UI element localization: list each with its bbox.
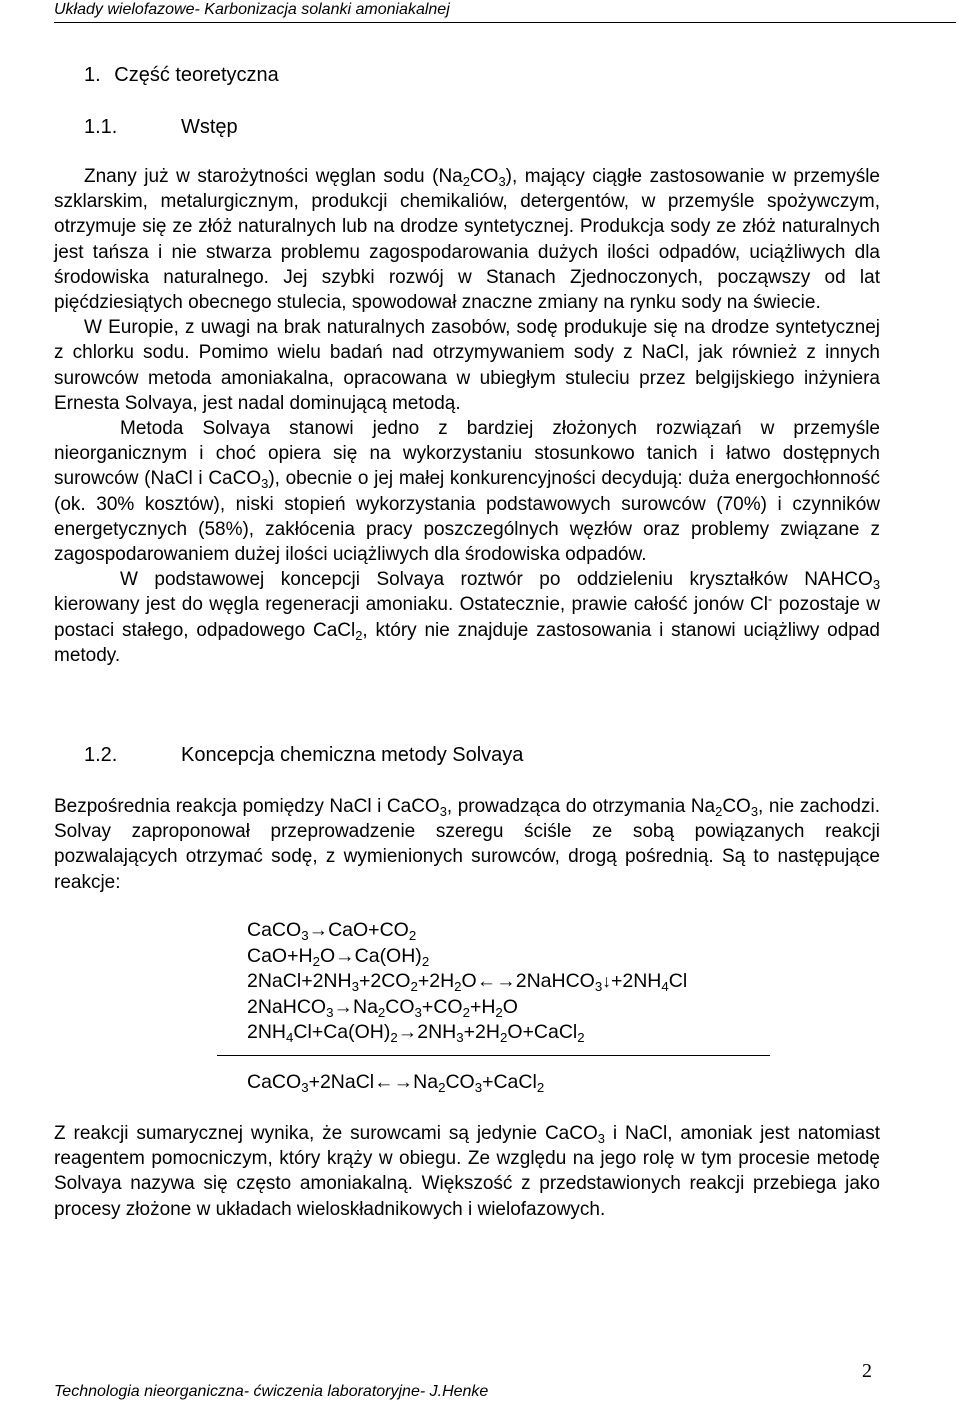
reaction-2: $CaO+H_2O\to Ca(OH)_2$ [247,944,430,969]
arrow-right-icon: → [333,995,353,1018]
arrow-left-icon: ← [476,970,497,992]
section-1-2-heading [84,743,523,767]
arrow-right-icon: → [393,1071,414,1093]
arrow-right-icon: → [496,970,516,992]
summary-reaction: $CaCO_3+2NaCl\leftarrow\to Na_2CO_3+CaCl_2$ [247,1071,545,1095]
section-1-1-number: 1.1. [84,116,118,138]
reaction-list [247,918,687,1046]
section-1-number: 1. [84,64,101,86]
section-1-heading [84,63,279,87]
section-1-1-heading [84,115,238,139]
concept-paragraph: Bezpośrednia reakcja pomiędzy NaCl i CaCO$_3$, prowadząca do otrzymania $Na_2CO_3$, nie zachodzi. Solvay zaproponował przeprowadzenie szeregu ściśle ze sobą powiązanych reakcji pozwalających otrzymać sodę, z wymienionych surowców, drogą pośrednią. Są to następujące reakcje: [54,796,881,893]
section-1-1-title: Wstęp [181,116,238,138]
page-header [54,0,956,23]
reaction-4: $2NaHCO_3\to Na_2CO_3+CO_2+H_2O$ [247,995,518,1020]
reaction-1: $CaCO_3\to CaO+CO_2$ [247,919,417,943]
page-number: 2 [862,1360,872,1382]
section-1-2-number: 1.2. [84,744,118,766]
header-title: Układy wielofazowe- Karbonizacja solanki amoniakalnej [54,1,450,18]
arrow-down-icon: ↓ [602,971,611,991]
intro-paragraph: Znany już w starożytności węglan sodu $(Na_2CO_3)$, mający ciągłe zastosowanie w przemyśle szklarskim, metalurgicznym, produkcji chemikaliów, detergentów, w przemyśle spożywczym, otrzymuje się ze złóż naturalnych lub na drodze syntetycznej. Produkcja sody ze złóż naturalnych jest tańsza i nie stwarza problemu zagospodarowania dużych ilości odpadów, uciążliwych dla środowiska naturalnego. Jej szybki rozwój w Stanach Zjednoczonych, począwszy od lat pięćdziesiątych obecnego stulecia, spowodował znaczne zmiany na rynku sody na świecie. W Europie, z uwagi na brak naturalnych zasobów, sodę produkuje się na drodze syntetycznej z chlorku sodu. Pomimo wielu badań nad otrzymywaniem sody z NaCl, jak również z innych surowców metoda amoniakalna, opracowana w ubiegłym stuleciu przez belgijskiego inżyniera Ernesta Solvaya, jest nadal dominującą metodą. Metoda Solvaya stanowi jedno z bardziej złożonych rozwiązań w przemyśle nieorganicznym i choć opiera się na wykorzystaniu stosunkowo tanich i łatwo dostępnych surowców (NaCl i CaCO$_3$), obecnie o jej małej konkurencyjności decydują: duża energochłonność (ok. 30% kosztów), niski stopień wykorzystania podstawowych surowców (70%) i czynników energetycznych (58%), zakłócenia pracy poszczególnych węzłów oraz problemy związane z zagospodarowaniem dużej ilości uciążliwych dla środowiska odpadów. W podstawowej koncepcji Solvaya roztwór po oddzieleniu kryształków $NAHCO_3$ kierowany jest do węgla regeneracji amoniaku. Ostatecznie, prawie całość jonów Cl- pozostaje w postaci stałego, odpadowego CaCl$_2$, który nie znajduje zastosowania i stanowi uciążliwy odpad metody. [54,166,880,666]
page-footer [54,1382,488,1402]
arrow-right-icon: → [335,944,355,967]
section-1-title: Część teoretyczna [114,64,279,86]
reaction-5: $2NH_4Cl+Ca(OH)_2\to 2NH_3+2H_2O+CaCl_2$ [247,1021,585,1045]
summary-paragraph: Z reakcji sumarycznej wynika, że surowcami są jedynie CaCO$_3$ i NaCl, amoniak jest natomiast reagentem pomocniczym, który krąży w obiegu. Ze względu na jego rolę w tym procesie metodę Solvaya nazywa się często amoniakalną. Większość z przedstawionych reakcji przebiega jako procesy złożone w układach wieloskładnikowych i wielofazowych. [54,1123,881,1220]
arrow-right-icon: → [397,1021,418,1043]
arrow-right-icon: → [308,919,329,941]
arrow-left-icon: ← [374,1071,394,1093]
summation-line [217,1055,770,1056]
footer-text: Technologia nieorganiczna- ćwiczenia laboratoryjne- J.Henke [54,1383,489,1400]
reaction-3: $2NaCl+2NH_3+2CO_2+2H_2O\leftarrow\to 2NaHCO_3↓+2NH_4Cl$ [247,970,688,994]
section-1-2-title: Koncepcja chemiczna metody Solvaya [181,744,524,766]
